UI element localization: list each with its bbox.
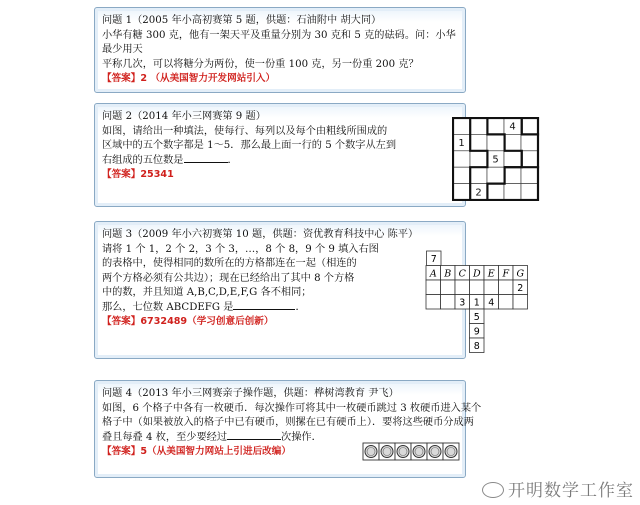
- answer-blank: [233, 309, 295, 310]
- problem-card-2: [94, 103, 466, 207]
- grid-cell: [470, 118, 487, 134]
- problem-card-4: [94, 380, 482, 478]
- problem-header: 问题 4（2013 年小三网赛亲子操作题，供题：桦树湾教育 尹飞）: [102, 388, 399, 399]
- grid-cell: [487, 118, 504, 134]
- grid-cell: [499, 280, 514, 295]
- watermark: [482, 476, 634, 501]
- grid-cell: [453, 118, 470, 134]
- grid-cell: [441, 280, 456, 295]
- grid-cell: [455, 280, 470, 295]
- problem-line: 平称几次，可以将糖分为两份，使一份重 100 克，另一份重 200 克？: [102, 58, 419, 70]
- grid-letter: F: [502, 268, 510, 280]
- problem-header: 问题 2（2014 年小三网赛第 9 题）: [102, 111, 266, 122]
- grid-cell: [504, 167, 521, 183]
- problem-line: 右组成的五位数是: [102, 154, 184, 166]
- coin-row: [362, 442, 462, 462]
- grid-number: 3: [459, 297, 466, 309]
- grid-cell: [487, 184, 504, 200]
- grid-cell: [453, 151, 470, 167]
- grid-cell: [441, 295, 456, 310]
- grid-letter: A: [429, 268, 437, 280]
- problem-line: 区域中的五个数字都是 1～5．那么最上面一行的 5 个数字从左到: [102, 140, 397, 151]
- problem-line: 如图，6 个格子中各有一枚硬币．每次操作可将其中一枚硬币跳过 3 枚硬币进入某个: [102, 402, 482, 414]
- problem-card-3: [94, 221, 466, 359]
- grid-number: 8: [473, 340, 480, 352]
- letter-grid: [425, 250, 530, 358]
- wechat-icon: [482, 482, 504, 498]
- answer-blank: [184, 162, 228, 163]
- grid-cell: [470, 167, 487, 183]
- grid-cell: [426, 280, 441, 295]
- problem-line: 小华有糖 300 克，他有一架天平及重量分别为 30 克和 5 克的砝码。问：小华最少用天: [102, 29, 456, 55]
- answer: 【答案】25341: [102, 169, 174, 180]
- grid-cell: [504, 184, 521, 200]
- grid-cell: [484, 280, 499, 295]
- grid-cell: [470, 280, 485, 295]
- problem-line: 格子中（如果被放入的格子中已有硬币，则摞在已有硬币上）．要将这些硬币分成两: [102, 417, 474, 428]
- line-end: ．: [227, 154, 238, 166]
- grid-cell: [521, 184, 538, 200]
- grid-number: 1: [458, 138, 465, 150]
- grid-letter: B: [444, 268, 452, 280]
- answer: 【答案】6732489（学习创意后创新）: [102, 316, 274, 327]
- grid-cell: [499, 295, 514, 310]
- grid-number: 5: [492, 154, 499, 166]
- grid-cell: [504, 151, 521, 167]
- problem-line: 中的数，并且知道 A,B,C,D,E,F,G 各不相同；: [102, 287, 312, 298]
- grid-cell: [470, 134, 487, 150]
- grid-number: 1: [473, 297, 480, 309]
- region-grid: [452, 117, 540, 201]
- grid-cell: [521, 151, 538, 167]
- grid-cell: [521, 167, 538, 183]
- problem-line-with-blank: [102, 301, 377, 316]
- grid-number: 7: [430, 253, 437, 265]
- problem-line: 那么，七位数 ABCDEFG 是: [102, 301, 234, 313]
- grid-number: 2: [517, 282, 524, 294]
- answer-blank: [227, 439, 281, 440]
- grid-cell: [487, 134, 504, 150]
- grid-letter: G: [516, 268, 525, 280]
- answer: 【答案】5（从美国智力网站上引进后改编）: [102, 446, 291, 457]
- grid-cell: [470, 151, 487, 167]
- problem-card-1: [94, 7, 466, 93]
- grid-number: 5: [473, 311, 480, 323]
- grid-letter: C: [458, 268, 466, 280]
- problem-line: 如图，请给出一种填法，使每行、每列以及每个由粗线所围成的: [102, 125, 388, 137]
- problem-line-with-blank: [102, 154, 357, 169]
- watermark-text: 开明数学工作室: [508, 481, 634, 501]
- answer: 【答案】2 （从美国智力开发网站引入）: [102, 73, 276, 84]
- grid-cell: [521, 134, 538, 150]
- problem-header: 问题 1（2005 年小高初赛第 5 题，供题：石油附中 胡大同）: [102, 15, 382, 26]
- line-end: 次操作．: [281, 431, 322, 443]
- grid-number: 4: [488, 297, 495, 309]
- grid-letter: E: [487, 268, 495, 280]
- problem-line: 请将 1 个 1，2 个 2，3 个 3，…，8 个 8，9 个 9 填入右图: [102, 243, 379, 255]
- grid-cell: [453, 184, 470, 200]
- problem-line: 的表格中，使得相同的数所在的方格都连在一起（相连的: [102, 258, 357, 269]
- grid-cell: [453, 167, 470, 183]
- grid-number: 4: [509, 121, 516, 133]
- grid-cell: [504, 134, 521, 150]
- problem-line: 两个方格必须有公共边）；现在已经给出了其中 8 个方格: [102, 272, 355, 284]
- problem-header: 问题 3（2009 年小六初赛第 10 题，供题：资优教育科技中心 陈平）: [102, 229, 419, 240]
- grid-number: 2: [475, 187, 482, 199]
- grid-cell: [521, 118, 538, 134]
- grid-cell: [513, 295, 528, 310]
- line-end: ．: [295, 301, 306, 313]
- grid-letter: D: [472, 268, 481, 280]
- grid-cell: [426, 295, 441, 310]
- grid-cell: [487, 167, 504, 183]
- problem-line: 叠且每叠 4 枚，至少要经过: [102, 431, 228, 443]
- grid-number: 9: [473, 326, 480, 338]
